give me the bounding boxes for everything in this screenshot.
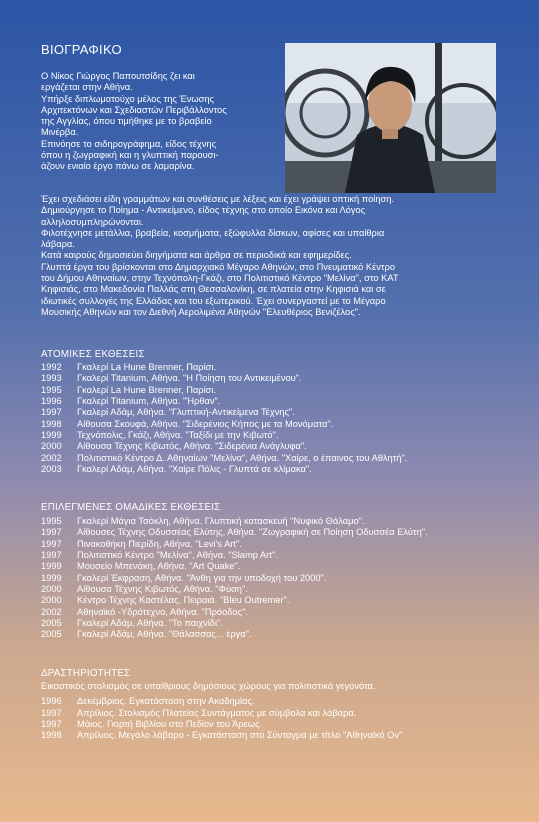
year: 1999 — [41, 572, 62, 583]
list-item — [41, 453, 511, 464]
year: 2000 — [41, 441, 62, 452]
exhibition-text: Γκαλερί Titanium, Αθήνα. "Η Ποίηση του Αντικειμένου". — [77, 373, 302, 384]
list-item — [41, 607, 511, 618]
exhibition-text: Γκαλερί Αδάμ, Αθήνα. "Χαίρε Πόλις - Γλυπτά σε κλίμακα". — [77, 464, 312, 475]
exhibition-text: Τεχνόπολις, Γκάζι, Αθήνα. "Ταξίδι με την Κιβωτό". — [77, 430, 279, 441]
list-item — [41, 730, 511, 741]
exhibition-text: Αίθουσα Σκουφά, Αθήνα. "Σιδερένιος Κήπος με τα Μονόματα". — [77, 418, 334, 429]
bio-line: Υπήρξε διπλωματούχο μέλος της Ένωσης — [41, 93, 215, 104]
exhibition-text: Κέντρο Τέχνης Καστέλας, Πειραιά. "Bleu Outremer". — [77, 595, 290, 606]
biography-body — [41, 194, 501, 318]
exhibition-text: Γκαλερί Αδάμ, Αθήνα. "Γλυπτική-Αντικείμενα Τέχνης". — [77, 407, 295, 418]
exhibition-text: Γκαλερί Αδάμ, Αθήνα. "Το παιχνίδι". — [77, 618, 223, 629]
bio-line: λάβαρα. — [41, 239, 75, 250]
list-item — [41, 618, 511, 629]
year: 2000 — [41, 595, 62, 606]
list-item — [41, 396, 511, 407]
exhibition-text: Γκαλερί La Hune Brenner, Παρίσι. — [77, 384, 217, 395]
bio-line: του Δήμου Αθηναίων, στην Τεχνόπολη-Γκάζι, στο Πολιτιστικό Κέντρο "Μελίνα", στο ΚΑΤ — [41, 273, 399, 284]
year: 1993 — [41, 373, 62, 384]
bio-line: αλληλοσυμπληρώνονται. — [41, 216, 144, 227]
year: 1997 — [41, 719, 62, 730]
group-exhibitions-heading: ΕΠΙΛΕΓΜΕΝΕΣ ΟΜΑΔΙΚΕΣ ΕΚΘΕΣΕΙΣ — [41, 502, 221, 513]
artist-portrait-photo — [285, 43, 496, 193]
list-item — [41, 719, 511, 730]
year: 1997 — [41, 550, 62, 561]
bio-line: όπου η ζωγραφική και η γλυπτική παρουσι- — [41, 150, 219, 161]
year: 2002 — [41, 452, 62, 463]
exhibition-text: Γκαλερί Μάγια Τσόκλη, Αθήνα. Γλυπτική κατασκευή "Νυφικό Θάλαμο". — [77, 516, 365, 526]
list-item — [41, 708, 511, 719]
list-item — [41, 407, 511, 418]
exhibition-text: Μουσείο Μπενάκη, Αθήνα. "Art Quake". — [77, 561, 241, 572]
bio-line: της Αγγλίας, όπου τιμήθηκε με το βραβείο — [41, 116, 212, 127]
year: 1995 — [41, 516, 62, 526]
bio-line: Έχει σχεδιάσει είδη γραμμάτων και συνθέσεις με λέξεις και έχει γράψει οπτική ποίηση. — [41, 194, 394, 204]
list-item — [41, 573, 511, 584]
list-item — [41, 430, 511, 441]
list-item — [41, 441, 511, 452]
list-item — [41, 539, 511, 550]
activities-heading: ΔΡΑΣΤΗΡΙΟΤΗΤΕΣ — [41, 668, 131, 679]
year: 1997 — [41, 538, 62, 549]
list-item — [41, 362, 511, 373]
year: 1999 — [41, 561, 62, 572]
bio-line: Γλυπτά έργα του βρίσκονται στο Δημαρχιακό Μέγαρο Αθηνών, στο Πνευματικό Κέντρο — [41, 261, 396, 272]
activity-text: Δεκέμβριος. Εγκατάσταση στην Ακαδημίας. — [77, 696, 255, 707]
exhibition-text: Γκαλερί La Hune Brenner, Παρίσι. — [77, 362, 217, 372]
year: 2000 — [41, 584, 62, 595]
exhibition-text: Αθηναϊκό -Υδρότεχνο, Αθήνα. "Πρόοδος". — [77, 606, 248, 617]
bio-line: Ο Νίκος Γιώργος Παπουτσίδης ζει και — [41, 71, 195, 81]
solo-exhibitions-list — [41, 362, 511, 475]
exhibition-text: Αίθουσα Τέχνης Κιβωτός, Αθήνα. "Φύση". — [77, 584, 248, 595]
bio-line: Μινέρβα. — [41, 127, 79, 138]
bio-line: Κατά καιρούς δημοσιεύει διηγήματα και άρθρα σε περιοδικά και εφημερίδες. — [41, 250, 352, 261]
list-item — [41, 385, 511, 396]
list-item — [41, 373, 511, 384]
year: 1997 — [41, 707, 62, 718]
year: 2005 — [41, 629, 62, 640]
exhibition-text: Γκαλερί Έκφραση, Αθήνα. "Άνθη για την υποδοχή του 2000". — [77, 572, 327, 583]
year: 2002 — [41, 606, 62, 617]
exhibition-text: Πινακοθήκη Πιερίδη, Αθήνα. "Levi's Art". — [77, 538, 242, 549]
activities-intro — [41, 681, 511, 692]
exhibition-text: Αίθουσα Τέχνης Κιβωτός, Αθήνα. "Σιδερένια Ανάγλυφα". — [77, 441, 307, 452]
bio-line: άζουν ενιαίο έργο πάνω σε λαμαρίνα. — [41, 161, 195, 172]
bio-line: Κηφισιάς, στο Μακεδονία Παλλάς στη Θεσσαλονίκη, σε πλατεία στην Κηφισιά και σε — [41, 284, 386, 295]
year: 1992 — [41, 362, 62, 372]
year: 1998 — [41, 418, 62, 429]
activities-list — [41, 681, 511, 742]
portrait-illustration — [285, 43, 496, 193]
activity-text: Απρίλιος. Μεγάλο λάβαρο - Εγκατάσταση στο Σύνταγμα με τίτλο "Αθηναϊκό Ον" — [77, 730, 403, 741]
bio-line: Δημιούργησε το Ποίημα - Αντικείμενο, είδος τέχνης στο οποίο Εικόνα και Λόγος — [41, 205, 366, 216]
bio-line: ιδιωτικές συλλογές της Ελλάδας και του εξωτερικού. Έχει συνεργαστεί με το Μέγαρο — [41, 295, 386, 306]
list-item — [41, 696, 511, 707]
year: 1997 — [41, 527, 62, 538]
year: 1999 — [41, 430, 62, 441]
bio-line: Φιλοτέχνησε μετάλλια, βραβεία, κοσμήματα, εξώφυλλα δίσκων, αφίσες και υπαίθρια — [41, 227, 385, 238]
bio-line: εργάζεται στην Αθήνα. — [41, 82, 133, 93]
exhibition-text: Πολιτιστικό Κέντρο "Μελίνα", Αθήνα. "Slamp Art". — [77, 550, 278, 561]
year: 2003 — [41, 464, 62, 475]
year: 1996 — [41, 696, 62, 707]
bio-line: Μουσικής Αθηνών και τον Διεθνή Αερολιμένα Αθηνών "Ελευθέριος Βενιζέλος". — [41, 306, 361, 317]
exhibition-text: Γκαλερί Αδάμ, Αθήνα. "Θάλασσας... έργα". — [77, 629, 252, 640]
exhibition-text: Πολιτιστικό Κέντρο Δ. Αθηναίων "Μελίνα", Αθήνα. "Χαίρε, ο έπαινος του Αθλητή". — [77, 452, 408, 463]
list-item — [41, 629, 511, 640]
list-item — [41, 516, 511, 527]
year: 1997 — [41, 407, 62, 418]
list-item — [41, 527, 511, 538]
bio-line: Αρχιτεκτόνων και Σχεδιαστών Περιβάλλοντος — [41, 104, 227, 115]
group-exhibitions-list — [41, 516, 511, 641]
list-item — [41, 464, 511, 475]
list-item — [41, 550, 511, 561]
exhibition-text: Αίθουσες Τέχνης Οδυσσέας Ελύτης, Αθήνα. "Ζωγραφική σε Ποίηση Οδυσσέα Ελύτη". — [77, 527, 428, 538]
list-item — [41, 595, 511, 606]
activity-text: Απρίλιος. Στολισμός Πλατείας Συντάγματος με σύμβολα και λάβαρα. — [77, 707, 357, 718]
list-item — [41, 584, 511, 595]
year: 1996 — [41, 396, 62, 407]
biography-intro — [41, 71, 281, 173]
exhibition-text: Γκαλερί Titanium, Αθήνα. "Ήρθαν". — [77, 396, 221, 407]
bio-line: Επινόησε το σιδηρογράφημα, είδος τέχνης — [41, 138, 217, 149]
year: 1995 — [41, 384, 62, 395]
activity-text: Μάιος. Γιορτή Βιβλίου στο Πεδίον του Άρεως. — [77, 719, 263, 730]
list-item — [41, 419, 511, 430]
page-title: ΒΙΟΓΡΑΦΙΚΟ — [41, 42, 122, 57]
year: 2005 — [41, 618, 62, 629]
list-item — [41, 561, 511, 572]
year: 1998 — [41, 730, 62, 741]
activities-intro-text: Εικαστικός στολισμός σε υπαίθριους δημόσιους χώρους για πολιτιστικά γεγονότα. — [41, 681, 376, 691]
solo-exhibitions-heading: ΑΤΟΜΙΚΕΣ ΕΚΘΕΣΕΙΣ — [41, 349, 145, 360]
